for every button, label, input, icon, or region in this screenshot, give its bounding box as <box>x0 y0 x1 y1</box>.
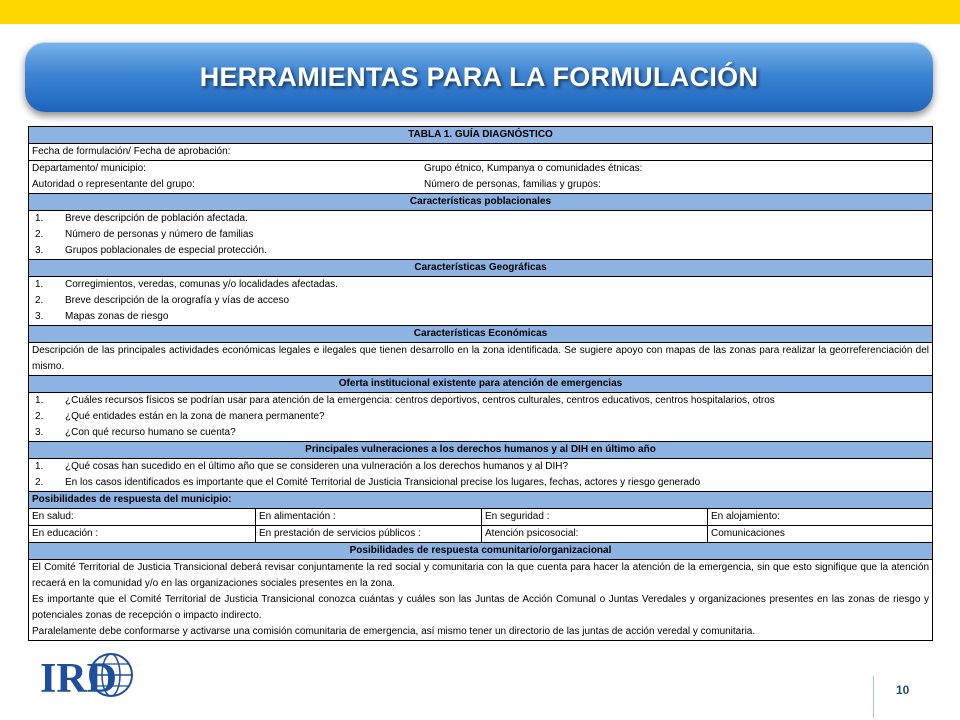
comunitario-text <box>29 560 933 641</box>
list-item: 1. ¿Cuáles recursos físicos se podrían usar para atención de la emergencia: centros deportivos, centros culturales, centros educativos, centros hospitalarios, otros <box>35 395 775 406</box>
ird-logo <box>36 652 140 698</box>
logo-text: IRD <box>40 656 118 698</box>
top-accent-bar <box>0 0 960 24</box>
economicas-text: Descripción de las principales actividades económicas legales e ilegales que tienen desarrollo en la zona identificada. Se sugiere apoyo con mapas de las zonas para realizar la georreferenciación del mismo. <box>29 343 933 376</box>
municipio-cell: En alimentación : <box>256 509 482 526</box>
geograficas-list <box>29 277 933 326</box>
slide-title: HERRAMIENTAS PARA LA FORMULACIÓN <box>199 61 759 92</box>
municipio-cell: En seguridad : <box>482 509 708 526</box>
comunitario-paragraph: Paralelamente debe conformarse y activarse una comisión comunitaria de emergencia, así mismo tener un directorio de las juntas de acción veredal y comunitaria. <box>32 626 756 637</box>
list-item: 2. En los casos identificados es importante que el Comité Territorial de Justicia Transicional precise los lugares, fechas, actores y riesgo generado <box>35 477 701 488</box>
municipio-cell: En educación : <box>29 526 256 543</box>
diagnostic-guide-table <box>28 126 933 641</box>
autoridad-label: Autoridad o representante del grupo: <box>32 179 195 190</box>
section-header-vulneraciones: Principales vulneraciones a los derechos humanos y al DIH en último año <box>29 442 933 459</box>
table-title: TABLA 1. GUÍA DIAGNÓSTICO <box>29 127 933 144</box>
page-number: 10 <box>896 683 910 697</box>
municipio-cell: En salud: <box>29 509 256 526</box>
list-item: 2. Breve descripción de la orografía y vías de acceso <box>35 295 290 306</box>
section-header-municipio: Posibilidades de respuesta del municipio: <box>29 492 933 509</box>
list-item: 3. Grupos poblacionales de especial protección. <box>35 245 267 256</box>
list-item: 1. ¿Qué cosas han sucedido en el último año que se consideren una vulneración a los derechos humanos y al DIH? <box>35 461 569 472</box>
list-item: 2. ¿Qué entidades están en la zona de manera permanente? <box>35 411 325 422</box>
page-number-divider <box>873 676 874 718</box>
section-header-geograficas: Características Geográficas <box>29 260 933 277</box>
list-item: 1. Corregimientos, veredas, comunas y/o localidades afectadas. <box>35 279 338 290</box>
list-item: 3. Mapas zonas de riesgo <box>35 311 169 322</box>
municipio-cell: Atención psicosocial: <box>482 526 708 543</box>
globe-icon <box>36 652 140 698</box>
section-header-economicas: Características Económicas <box>29 326 933 343</box>
departamento-label: Departamento/ municipio: <box>32 163 146 174</box>
vulneraciones-list <box>29 459 933 492</box>
comunitario-paragraph: El Comité Territorial de Justicia Transicional deberá revisar conjuntamente la red social y comunitaria con la que cuenta para hacer la atención de la emergencia, sin que esto signifique que la atención recaerá en la comunidad y/o en las organizaciones sociales presentes en la zona. <box>32 562 930 589</box>
list-item: 2. Número de personas y número de familias <box>35 229 254 240</box>
comunitario-paragraph: Es importante que el Comité Territorial de Justicia Transicional conozca cuántas y cuáles son las Juntas de Acción Comunal o Juntas Veredales y organizaciones presentes en las zonas de riesgo y potenciales zonas de recepción o impacto indirecto. <box>32 594 930 621</box>
section-header-poblacionales: Características poblacionales <box>29 194 933 211</box>
list-item: 3. ¿Con qué recurso humano se cuenta? <box>35 427 236 438</box>
section-header-oferta: Oferta institucional existente para atención de emergencias <box>29 376 933 393</box>
fecha-row: Fecha de formulación/ Fecha de aprobación: <box>29 144 933 161</box>
slide-title-banner <box>25 42 933 112</box>
municipio-cell: En prestación de servicios públicos : <box>256 526 482 543</box>
oferta-list <box>29 393 933 442</box>
numero-personas-label: Número de personas, familias y grupos: <box>424 179 601 190</box>
general-info-cell <box>29 161 933 194</box>
municipio-cell: En alojamiento: <box>708 509 933 526</box>
poblacionales-list <box>29 211 933 260</box>
grupo-etnico-label: Grupo étnico, Kumpanya o comunidades étnicas: <box>424 163 643 174</box>
list-item: 1. Breve descripción de población afectada. <box>35 213 248 224</box>
municipio-cell: Comunicaciones <box>708 526 933 543</box>
section-header-comunitario: Posibilidades de respuesta comunitario/organizacional <box>29 543 933 560</box>
